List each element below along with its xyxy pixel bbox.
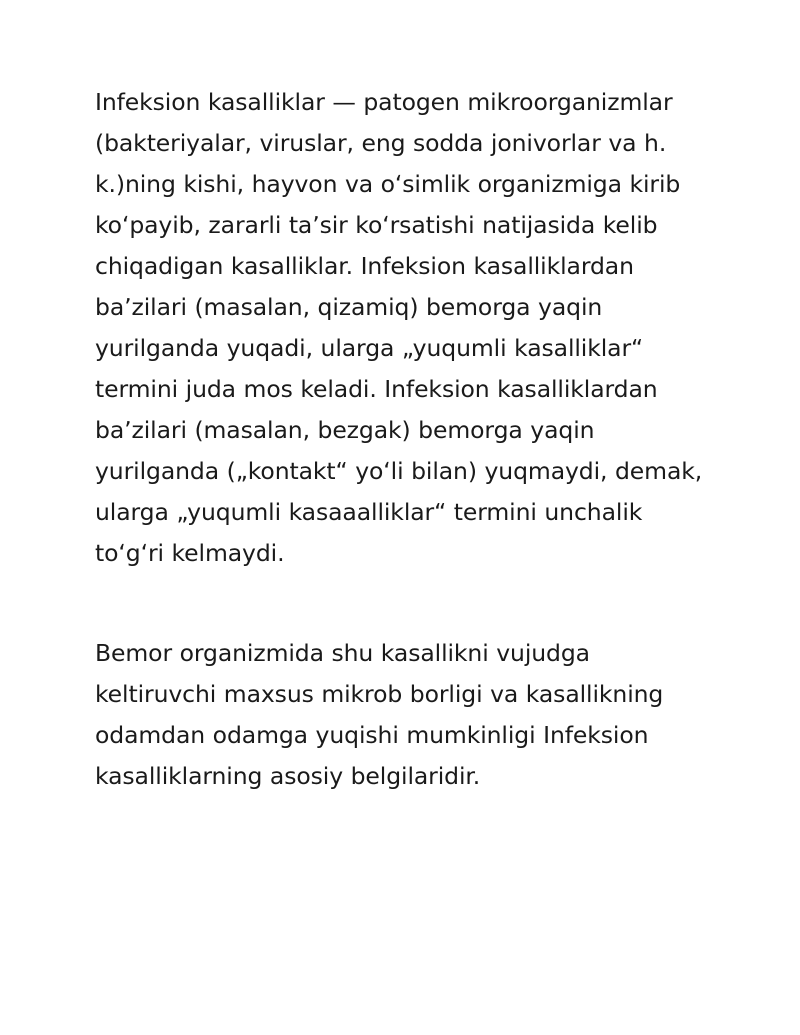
text-line: chiqadigan kasalliklar. Infeksion kasalliklardan	[95, 252, 634, 280]
text-line: (bakteriyalar, viruslar, eng sodda jonivorlar va h.	[95, 129, 667, 157]
text-line: koʻpayib, zararli taʼsir koʻrsatishi natijasida kelib	[95, 211, 658, 239]
text-line: odamdan odamga yuqishi mumkinligi Infeksion	[95, 721, 649, 749]
document-text-body	[95, 82, 720, 797]
text-line: termini juda mos keladi. Infeksion kasalliklardan	[95, 375, 658, 403]
paragraph-1	[95, 82, 720, 574]
text-line: yurilganda („kontakt“ yoʻli bilan) yuqmaydi, demak,	[95, 457, 703, 485]
paragraph-2	[95, 633, 720, 797]
text-line: Infeksion kasalliklar — patogen mikroorganizmlar	[95, 88, 673, 116]
text-line: k.)ning kishi, hayvon va oʻsimlik organizmiga kirib	[95, 170, 681, 198]
text-line: baʼzilari (masalan, qizamiq) bemorga yaqin	[95, 293, 603, 321]
text-line: kasalliklarning asosiy belgilaridir.	[95, 762, 481, 790]
text-line: Bemor organizmida shu kasallikni vujudga	[95, 639, 590, 667]
text-line: ularga „yuqumli kasaaalliklar“ termini unchalik	[95, 498, 643, 526]
text-line: keltiruvchi maxsus mikrob borligi va kasallikning	[95, 680, 664, 708]
text-line: baʼzilari (masalan, bezgak) bemorga yaqin	[95, 416, 595, 444]
text-line: toʻgʻri kelmaydi.	[95, 539, 285, 567]
text-line: yurilganda yuqadi, ularga „yuqumli kasalliklar“	[95, 334, 644, 362]
